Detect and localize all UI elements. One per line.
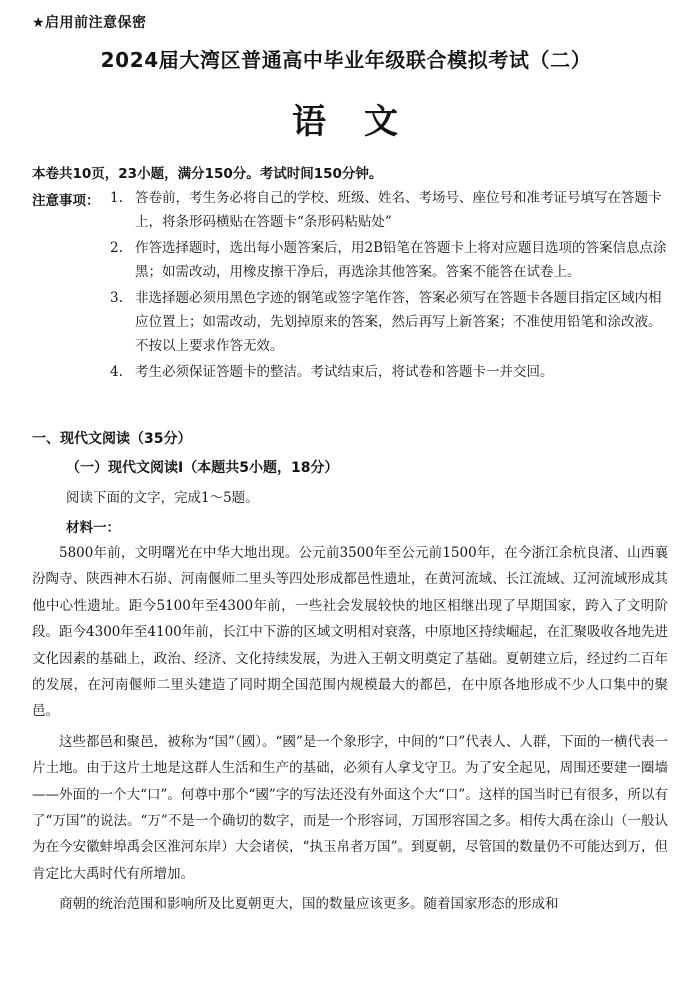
notice-text: 考生必须保证答题卡的整洁。考试结束后，将试卷和答题卡一并交回。 [135,364,554,380]
notice-number: 3. [110,290,123,306]
notice-item [110,186,668,234]
notice-text: 作答选择题时，选出每小题答案后，用2B铅笔在答题卡上将对应题目选项的答案信息点涂黑；如需改动，用橡皮擦干净后，再选涂其他答案。答案不能答在试卷上。 [135,240,667,280]
notice-text: 答卷前，考生务必将自己的学校、班级、姓名、考场号、座位号和准考证号填写在答题卡上，将条形码横贴在答题卡“条形码粘贴处” [135,190,662,230]
notice-item [110,236,668,284]
notice-text: 非选择题必须用黑色字迹的钢笔或签字笔作答，答案必须写在答题卡各题目指定区域内相应位置上；如需改动，先划掉原来的答案，然后再写上新答案；不准使用铅笔和涂改液。不按以上要求作答无效。 [135,290,662,354]
section-title: 一、现代文阅读（35分） [32,431,192,447]
notice-item [110,360,668,384]
notice-number: 4. [110,364,123,380]
passage-paragraph: 商朝的统治范围和影响所及比夏朝更大，国的数量应该更多。随着国家形态的形成和 [59,896,559,913]
confidential-mark: ★启用前注意保密 [32,15,147,31]
notice-number: 2. [110,240,123,256]
passage-paragraph: 5800年前，文明曙光在中华大地出现。公元前3500年至公元前1500年，在今浙江余杭良渚、山西襄汾陶寺、陕西神木石峁、河南偃师二里头等四处形成都邑性遗址，在黄河流域、长江流域、辽河流域形成其他中心性遗址。距今5100年至4300年前，一些社会发展较快的地区相继出现了早期国家，跨入了文明阶段。距今4300年至4100年前，长江中下游的区域文明相对衰落，中原地区持续崛起，在汇聚吸收各地先进文化因素的基础上，政治、经济、文化持续发展，为进入王朝文明奠定了基础。夏朝建立后，经过约二百年的发展，在河南偃师二里头建造了同时期全国范围内规模最大的都邑，在中原各地形成不少人口集中的聚邑。 [32,545,668,720]
notice-item [110,286,668,358]
notice-number: 1. [110,190,123,206]
passage-body [32,540,668,992]
exam-summary: 本卷共10页，23小题，满分150分。考试时间150分钟。 [32,166,383,182]
notice-list [110,186,668,386]
material-label: 材料一： [66,520,120,536]
passage-paragraph: 这些都邑和聚邑，被称为“国”（國）。“國”是一个象形字，中间的“口”代表人、人群，下面的一横代表一片土地。由于这片土地是这群人生活和生产的基础，必须有人拿戈守卫。为了安全起见，周围还要建一圈墙——外面的一个大“口”。何尊中那个“國”字的写法还没有外面这个大“口”。这样的国当时已有很多，所以有了“万国”的说法。“万”不是一个确切的数字，而是一个形容词，万国形容国之多。相传大禹在涂山（一般认为在今安徽蚌埠禹会区淮河东岸）大会诸侯，“执玉帛者万国”。到夏朝，尽管国的数量仍不可能达到万，但肯定比大禹时代有所增加。 [32,733,668,882]
exam-title: 2024届大湾区普通高中毕业年级联合模拟考试（二） [100,48,592,72]
notice-label: 注意事项： [32,193,100,209]
subsection-title: （一）现代文阅读Ⅰ（本题共5小题，18分） [66,460,339,476]
reading-instruction: 阅读下面的文字，完成1～5题。 [66,490,259,506]
subject-title: 语 文 [292,102,400,142]
